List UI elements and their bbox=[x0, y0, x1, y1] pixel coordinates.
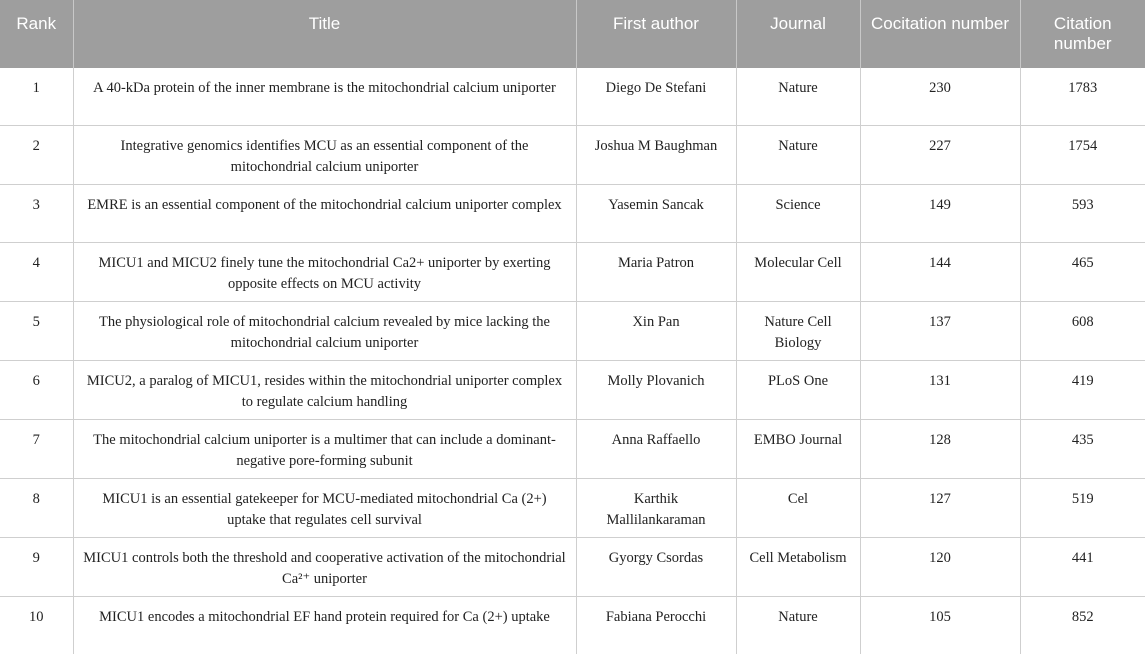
table-row bbox=[0, 478, 1145, 537]
header-rank: Rank bbox=[0, 0, 73, 68]
journal-cell: Cell Metabolism bbox=[736, 537, 860, 596]
journal-cell: EMBO Journal bbox=[736, 419, 860, 478]
table-body bbox=[0, 68, 1145, 654]
rank-cell: 6 bbox=[0, 360, 73, 419]
cocitation-cell: 128 bbox=[860, 419, 1020, 478]
title-cell: The mitochondrial calcium uniporter is a multimer that can include a dominant-negative pore-forming subunit bbox=[73, 419, 576, 478]
first-author-cell: Anna Raffaello bbox=[576, 419, 736, 478]
citation-cell: 1754 bbox=[1020, 126, 1145, 185]
cocitation-cell: 149 bbox=[860, 185, 1020, 243]
citation-cell: 593 bbox=[1020, 185, 1145, 243]
table-row bbox=[0, 242, 1145, 301]
first-author-cell: Joshua M Baughman bbox=[576, 126, 736, 185]
title-cell: The physiological role of mitochondrial calcium revealed by mice lacking the mitochondrial calcium uniporter bbox=[73, 301, 576, 360]
first-author-cell: Yasemin Sancak bbox=[576, 185, 736, 243]
first-author-cell: Xin Pan bbox=[576, 301, 736, 360]
rank-cell: 2 bbox=[0, 126, 73, 185]
title-cell: MICU1 is an essential gatekeeper for MCU-mediated mitochondrial Ca (2+) uptake that regulates cell survival bbox=[73, 478, 576, 537]
rank-cell: 1 bbox=[0, 68, 73, 126]
journal-cell: Nature Cell Biology bbox=[736, 301, 860, 360]
cocitation-cell: 144 bbox=[860, 242, 1020, 301]
header-journal: Journal bbox=[736, 0, 860, 68]
header-cocitation-number: Cocitation number bbox=[860, 0, 1020, 68]
rank-cell: 5 bbox=[0, 301, 73, 360]
journal-cell: Cel bbox=[736, 478, 860, 537]
journal-cell: Molecular Cell bbox=[736, 242, 860, 301]
header-citation-number: Citation number bbox=[1020, 0, 1145, 68]
first-author-cell: Maria Patron bbox=[576, 242, 736, 301]
table-row bbox=[0, 185, 1145, 243]
cocitation-cell: 131 bbox=[860, 360, 1020, 419]
header-first-author: First author bbox=[576, 0, 736, 68]
title-cell: MICU1 controls both the threshold and cooperative activation of the mitochondrial Ca²⁺ uniporter bbox=[73, 537, 576, 596]
table-row bbox=[0, 360, 1145, 419]
first-author-cell: Molly Plovanich bbox=[576, 360, 736, 419]
rank-cell: 8 bbox=[0, 478, 73, 537]
citation-cell: 852 bbox=[1020, 596, 1145, 654]
table-row bbox=[0, 68, 1145, 126]
citation-cell: 1783 bbox=[1020, 68, 1145, 126]
title-cell: MICU1 and MICU2 finely tune the mitochondrial Ca2+ uniporter by exerting opposite effects on MCU activity bbox=[73, 242, 576, 301]
first-author-cell: Fabiana Perocchi bbox=[576, 596, 736, 654]
journal-cell: Nature bbox=[736, 126, 860, 185]
title-cell: MICU1 encodes a mitochondrial EF hand protein required for Ca (2+) uptake bbox=[73, 596, 576, 654]
table-row bbox=[0, 596, 1145, 654]
cocitation-cell: 105 bbox=[860, 596, 1020, 654]
rank-cell: 7 bbox=[0, 419, 73, 478]
title-cell: Integrative genomics identifies MCU as an essential component of the mitochondrial calcium uniporter bbox=[73, 126, 576, 185]
header-row bbox=[0, 0, 1145, 68]
citation-cell: 435 bbox=[1020, 419, 1145, 478]
citation-cell: 441 bbox=[1020, 537, 1145, 596]
rank-cell: 3 bbox=[0, 185, 73, 243]
first-author-cell: Gyorgy Csordas bbox=[576, 537, 736, 596]
cocitation-cell: 127 bbox=[860, 478, 1020, 537]
citation-cell: 519 bbox=[1020, 478, 1145, 537]
title-cell: MICU2, a paralog of MICU1, resides within the mitochondrial uniporter complex to regulate calcium handling bbox=[73, 360, 576, 419]
cocitation-cell: 227 bbox=[860, 126, 1020, 185]
table-row bbox=[0, 126, 1145, 185]
header-title: Title bbox=[73, 0, 576, 68]
cocitation-cell: 120 bbox=[860, 537, 1020, 596]
journal-cell: Science bbox=[736, 185, 860, 243]
rank-cell: 4 bbox=[0, 242, 73, 301]
rank-cell: 9 bbox=[0, 537, 73, 596]
table-header bbox=[0, 0, 1145, 68]
title-cell: A 40-kDa protein of the inner membrane is the mitochondrial calcium uniporter bbox=[73, 68, 576, 126]
journal-cell: PLoS One bbox=[736, 360, 860, 419]
first-author-cell: Karthik Mallilankaraman bbox=[576, 478, 736, 537]
table-row bbox=[0, 537, 1145, 596]
citation-cell: 419 bbox=[1020, 360, 1145, 419]
journal-cell: Nature bbox=[736, 68, 860, 126]
cocitation-cell: 137 bbox=[860, 301, 1020, 360]
citation-cell: 608 bbox=[1020, 301, 1145, 360]
title-cell: EMRE is an essential component of the mitochondrial calcium uniporter complex bbox=[73, 185, 576, 243]
table-row bbox=[0, 301, 1145, 360]
citation-cell: 465 bbox=[1020, 242, 1145, 301]
table-row bbox=[0, 419, 1145, 478]
rank-cell: 10 bbox=[29, 608, 44, 625]
first-author-cell: Diego De Stefani bbox=[576, 68, 736, 126]
cocitation-cell: 230 bbox=[860, 68, 1020, 126]
journal-cell: Nature bbox=[736, 596, 860, 654]
